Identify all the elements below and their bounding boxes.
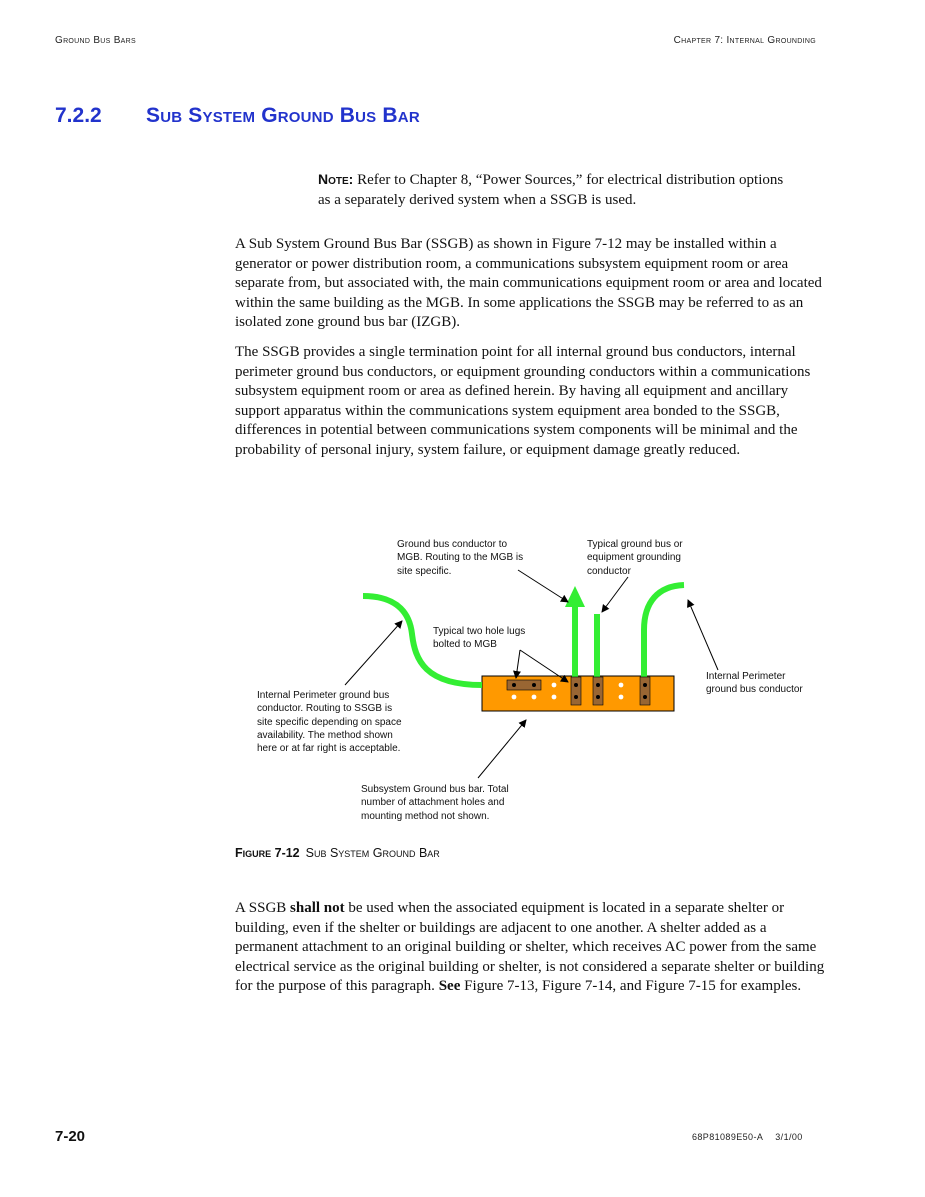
figure-title: Sub System Ground Bar <box>305 846 440 860</box>
label-perimeter-right: Internal Perimeter ground bus conductor <box>706 671 803 696</box>
bolt <box>532 683 536 687</box>
leader-lug-a <box>516 650 520 678</box>
p3-shall-not: shall not <box>290 900 345 916</box>
right-perimeter-conductor <box>644 585 684 678</box>
section-title: Sub System Ground Bus Bar <box>146 104 420 127</box>
hole <box>532 695 537 700</box>
footer-doc-info <box>692 1132 803 1142</box>
note-label: Note: <box>318 171 354 187</box>
note-text: Refer to Chapter 8, “Power Sources,” for electrical distribution options as a separately derived system when a SSGB is used. <box>318 172 784 208</box>
lug-3 <box>640 677 650 705</box>
hole <box>552 695 557 700</box>
bolt <box>643 683 647 687</box>
leader-typical <box>602 577 628 612</box>
hole <box>619 683 624 688</box>
section-number: 7.2.2 <box>55 104 102 127</box>
running-header-right: Chapter 7: Internal Grounding <box>673 35 816 46</box>
p3-text-middle: be used when the associated equipment is located in a separate shelter or building, even if the shelter or buildings are adjacent to one another. A shelter added as a permanent attachment to an original building or shelter, which receives AC power from the same electrical service as the original building or shelter, is not considered a separate shelter or building for the purpose of this paragraph. <box>235 900 825 994</box>
hole <box>512 695 517 700</box>
note-block <box>318 170 798 210</box>
label-bus-bar: Subsystem Ground bus bar. Total number of attachment holes and mounting method not shown. <box>361 784 509 822</box>
hole <box>619 695 624 700</box>
leader-mgb <box>518 570 568 602</box>
bolt <box>512 683 516 687</box>
figure-number: Figure 7-12 <box>235 846 300 860</box>
figure-caption <box>235 846 440 860</box>
lug-1 <box>571 677 581 705</box>
section-heading <box>55 104 420 128</box>
p3-text-after: Figure 7-13, Figure 7-14, and Figure 7-15 for examples. <box>460 978 802 994</box>
leader-right-perimeter <box>688 600 718 670</box>
bolt <box>596 695 600 699</box>
label-lugs: Typical two hole lugs bolted to MGB <box>433 626 526 651</box>
leader-left-perimeter <box>345 621 402 685</box>
paragraph-ssgb-restriction <box>235 899 825 997</box>
hole <box>552 683 557 688</box>
leader-bus-bar <box>478 720 526 778</box>
lug-2 <box>593 677 603 705</box>
label-mgb-conductor: Ground bus conductor to MGB. Routing to the MGB is site specific. <box>397 539 524 577</box>
document-id: 68P81089E50-A <box>692 1132 764 1142</box>
running-header-left: Ground Bus Bars <box>55 35 136 46</box>
paragraph-ssgb-purpose: The SSGB provides a single termination point for all internal ground bus conductors, internal perimeter ground bus conductors, or equipment grounding conductors within a communications subsystem equipment room or area as defined herein. By having all equipment and ancillary support apparatus within the communications system equipment area bonded to the SSGB, differences in potential between communications system components will be minimal and the probability of personal injury, system failure, or equipment damage greatly reduced. <box>235 344 811 458</box>
bolt <box>574 683 578 687</box>
figure-7-12 <box>250 530 830 830</box>
p3-see: See <box>438 978 461 994</box>
bolt <box>574 695 578 699</box>
paragraph-ssgb-intro: A Sub System Ground Bus Bar (SSGB) as shown in Figure 7-12 may be installed within a generator or power distribution room, a communications subsystem equipment room or area separate from, but associated with, the main communications equipment room or area and located within the same building as the MGB. In some applications the SSGB may be referred to as an isolated zone ground bus bar (IZGB). <box>235 236 822 330</box>
document-date: 3/1/00 <box>775 1132 803 1142</box>
label-typical-conductor: Typical ground bus or equipment grounding conductor <box>587 539 683 577</box>
label-perimeter-left: Internal Perimeter ground bus conductor. Routing to SSGB is site specific depending on space availability. The method shown here or at far right is acceptable. <box>257 690 402 755</box>
mgb-conductor-arrowhead <box>565 586 585 607</box>
p3-text-before: A SSGB <box>235 900 291 916</box>
bolt <box>596 683 600 687</box>
page-number: 7-20 <box>55 1128 86 1145</box>
bolt <box>643 695 647 699</box>
